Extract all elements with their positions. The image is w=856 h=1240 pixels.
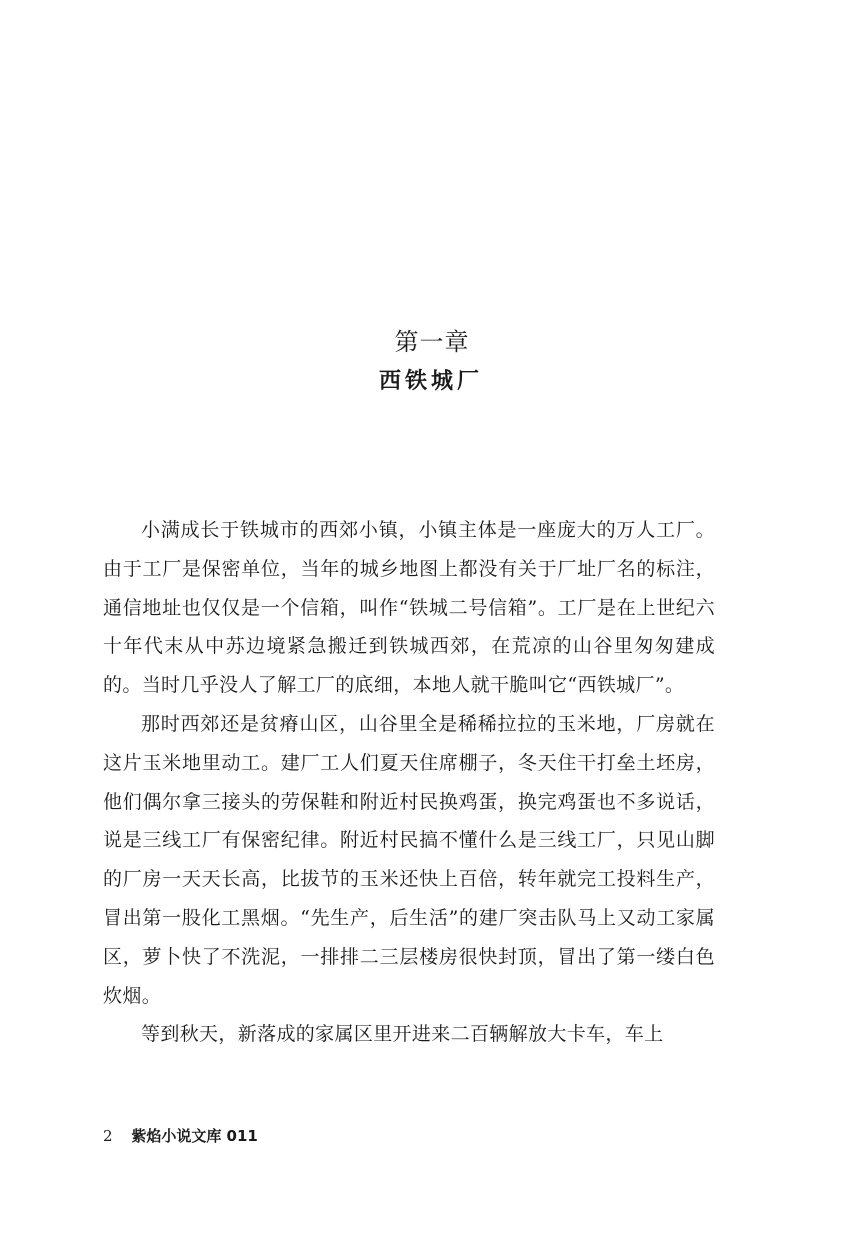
paragraph-1: 小满成长于铁城市的西郊小镇，小镇主体是一座庞大的万人工厂。由于工厂是保密单位，当年的城乡地图上都没有关于厂址厂名的标注，通信地址也仅仅是一个信箱，叫作“铁城二号信箱”。工厂是在上世纪六十年代末从中苏边境紧急搬迁到铁城西郊，在荒凉的山谷里匆匆建成的。当时几乎没人了解工厂的底细，本地人就干脆叫它“西铁城厂”。 xyxy=(103,519,715,697)
page-footer xyxy=(103,1124,258,1148)
chapter-heading xyxy=(0,322,856,402)
chapter-title: 西铁城厂 xyxy=(378,369,483,394)
page-number: 2 xyxy=(103,1127,113,1145)
series-name: 紫焰小说文库 011 xyxy=(131,1127,258,1145)
paragraph-2: 那时西郊还是贫瘠山区，山谷里全是稀稀拉拉的玉米地，厂房就在这片玉米地里动工。建厂工人们夏天住席棚子，冬天住干打垒土坯房，他们偶尔拿三接头的劳保鞋和附近村民换鸡蛋，换完鸡蛋也不多说话，说是三线工厂有保密纪律。附近村民搞不懂什么是三线工厂，只见山脚的厂房一天天长高，比拔节的玉米还快上百倍，转年就完工投料生产，冒出第一股化工黑烟。“先生产，后生活”的建厂突击队马上又动工家属区，萝卜快了不洗泥，一排排二三层楼房很快封顶，冒出了第一缕白色炊烟。 xyxy=(103,712,715,1007)
chapter-body xyxy=(103,511,715,1054)
paragraph-3: 等到秋天，新落成的家属区里开进来二百辆解放大卡车，车上 xyxy=(141,1023,664,1046)
chapter-number: 第一章 xyxy=(394,328,470,356)
